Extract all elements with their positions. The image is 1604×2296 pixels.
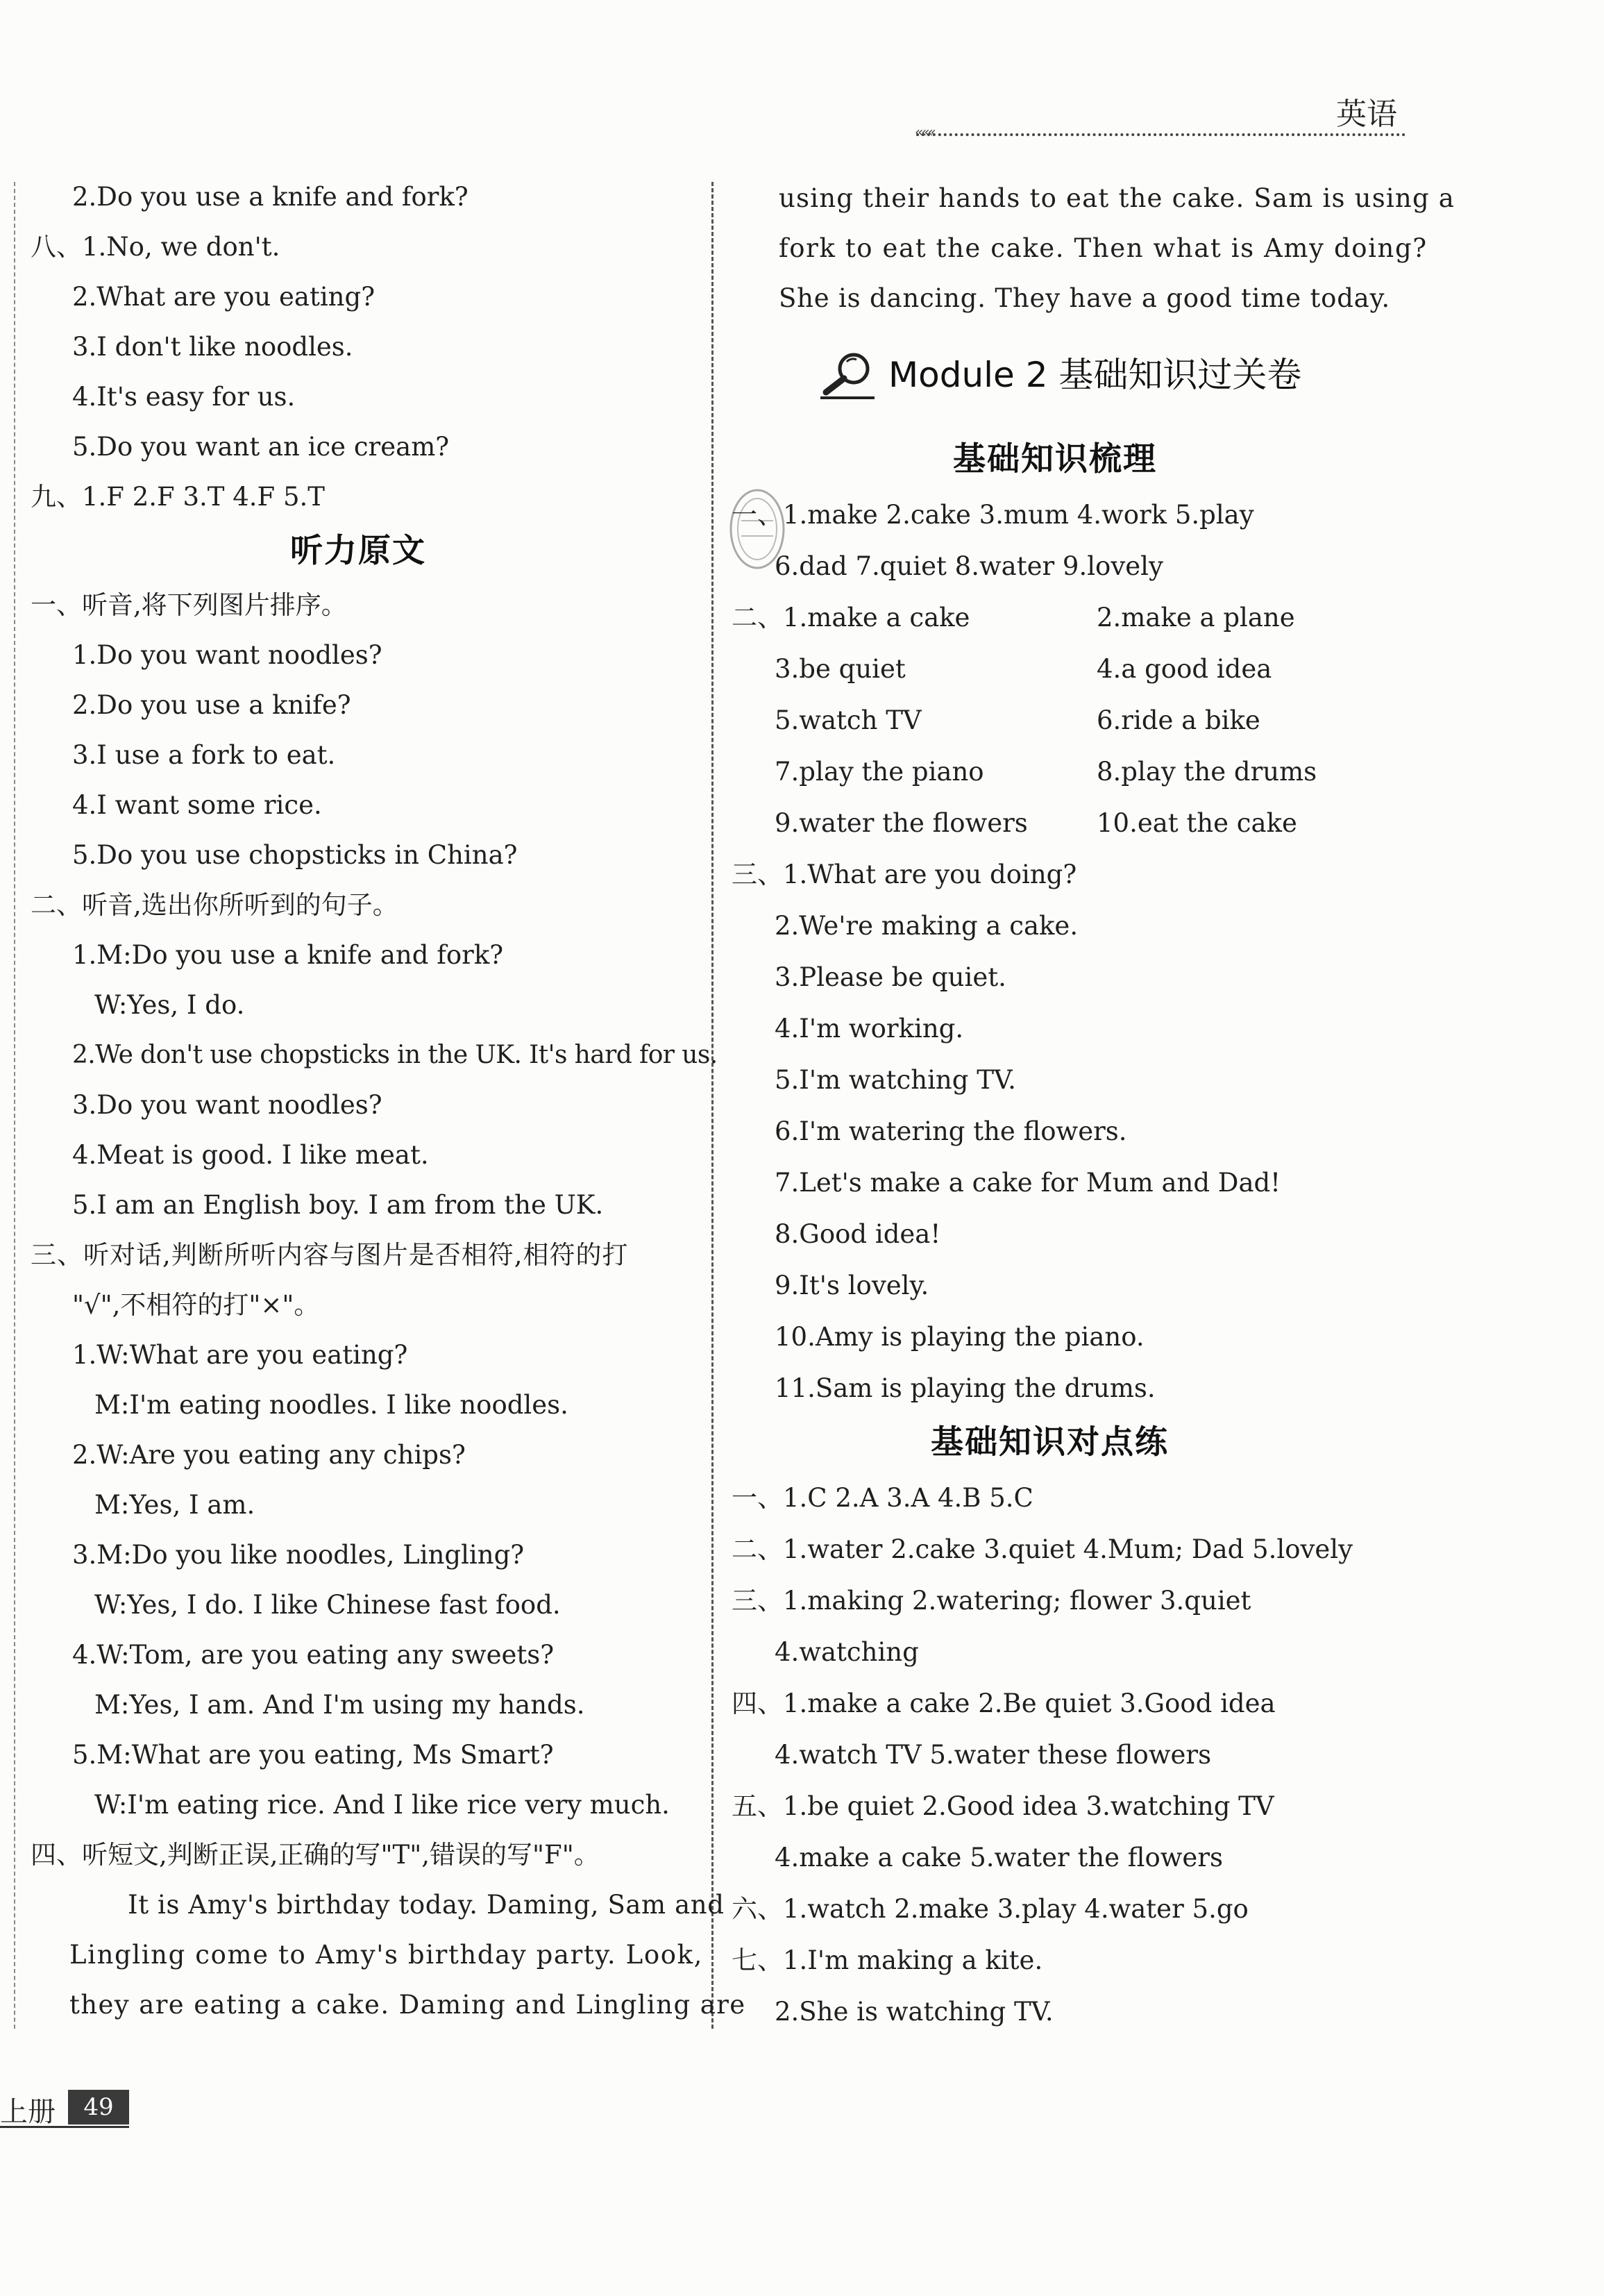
column-divider [711, 182, 714, 2029]
left-margin-rule [14, 182, 15, 2029]
left-line: 二、听音,选出你所听到的句子。 [31, 890, 398, 920]
right-line: 4.watching [775, 1637, 919, 1667]
header-dotted-rule [916, 133, 1405, 136]
left-line: 三、听对话,判断所听内容与图片是否相符,相符的打 [31, 1240, 629, 1270]
volume-label: 上册 [0, 2096, 56, 2128]
left-line: W:Yes, I do. I like Chinese fast food. [94, 1590, 561, 1620]
right-line: using their hands to eat the cake. Sam is using a [779, 183, 1455, 213]
right-line: 5.I'm watching TV. [775, 1065, 1016, 1095]
left-line: Lingling come to Amy's birthday party. Look, [69, 1940, 703, 1970]
left-line: 2.W:Are you eating any chips? [72, 1440, 466, 1470]
left-line: 4.I want some rice. [72, 790, 322, 820]
left-line: "√",不相符的打"×"。 [72, 1290, 320, 1320]
left-line: 一、听音,将下列图片排序。 [31, 590, 347, 620]
right-line: 10.Amy is playing the piano. [775, 1322, 1145, 1352]
right-line: fork to eat the cake. Then what is Amy doing? [779, 233, 1428, 263]
section-heading-review: 基础知识梳理 [953, 440, 1157, 478]
right-line: 6.I'm watering the flowers. [775, 1116, 1127, 1146]
header-arrow-icon: ««« [915, 124, 934, 140]
right-line: 四、1.make a cake 2.Be quiet 3.Good idea [732, 1689, 1276, 1718]
left-line: It is Amy's birthday today. Daming, Sam and [128, 1890, 725, 1920]
left-line: 3.M:Do you like noodles, Lingling? [72, 1540, 525, 1570]
right-line: 4.a good idea [1097, 654, 1272, 684]
left-line: 4.It's easy for us. [72, 382, 296, 412]
left-line: 1.M:Do you use a knife and fork? [72, 940, 504, 970]
right-line: 8.play the drums [1097, 757, 1317, 787]
right-line: 4.watch TV 5.water these flowers [775, 1740, 1212, 1770]
left-line: 5.Do you use chopsticks in China? [72, 840, 518, 870]
footer-rule [0, 2126, 129, 2128]
left-line: 2.Do you use a knife and fork? [72, 182, 468, 212]
right-line: 二、1.make a cake [732, 603, 970, 632]
right-line: 五、1.be quiet 2.Good idea 3.watching TV [732, 1791, 1274, 1821]
right-line: She is dancing. They have a good time today. [779, 283, 1390, 313]
right-line: 2.make a plane [1097, 603, 1295, 632]
left-line: 5.M:What are you eating, Ms Smart? [72, 1740, 554, 1770]
left-line: 1.W:What are you eating? [72, 1340, 408, 1370]
right-line: 2.She is watching TV. [775, 1997, 1054, 2027]
right-line: 三、1.making 2.watering; flower 3.quiet [732, 1586, 1251, 1616]
left-line: 3.Do you want noodles? [72, 1090, 382, 1120]
right-line: 六、1.watch 2.make 3.play 4.water 5.go [732, 1894, 1249, 1924]
left-line: M:I'm eating noodles. I like noodles. [94, 1390, 568, 1420]
magnifier-icon [819, 351, 876, 401]
right-line: 8.Good idea! [775, 1219, 941, 1249]
left-line: 5.I am an English boy. I am from the UK. [72, 1190, 604, 1220]
left-line: 3.I don't like noodles. [72, 332, 353, 362]
right-line: 3.be quiet [775, 654, 906, 684]
right-line: 7.Let's make a cake for Mum and Dad! [775, 1168, 1281, 1198]
left-line: 3.I use a fork to eat. [72, 740, 336, 770]
left-line: 5.Do you want an ice cream? [72, 432, 450, 462]
right-line: 一、1.make 2.cake 3.mum 4.work 5.play [732, 500, 1254, 530]
left-line: 九、1.F 2.F 3.T 4.F 5.T [31, 482, 325, 512]
left-line: 4.W:Tom, are you eating any sweets? [72, 1640, 555, 1670]
left-line: 4.Meat is good. I like meat. [72, 1140, 429, 1170]
right-line: 7.play the piano [775, 757, 984, 787]
right-line: 2.We're making a cake. [775, 911, 1079, 941]
left-line: 1.Do you want noodles? [72, 640, 382, 670]
right-line: 4.I'm working. [775, 1014, 964, 1044]
right-line: 4.make a cake 5.water the flowers [775, 1843, 1224, 1872]
left-line: 2.What are you eating? [72, 282, 375, 312]
module-title: Module 2 基础知识过关卷 [888, 355, 1302, 395]
page-number: 49 [68, 2090, 129, 2125]
section-heading-listening: 听力原文 [290, 532, 426, 570]
left-line: 八、1.No, we don't. [31, 232, 280, 262]
left-line: 2.Do you use a knife? [72, 690, 351, 720]
left-line: W:I'm eating rice. And I like rice very much. [94, 1790, 670, 1820]
section-heading-practice: 基础知识对点练 [931, 1423, 1169, 1461]
left-line: 四、听短文,判断正误,正确的写"T",错误的写"F"。 [31, 1840, 600, 1870]
subject-label: 英语 [1336, 97, 1397, 132]
left-line: W:Yes, I do. [94, 990, 245, 1020]
right-line: 6.dad 7.quiet 8.water 9.lovely [775, 551, 1163, 581]
right-line: 一、1.C 2.A 3.A 4.B 5.C [732, 1483, 1033, 1513]
right-line: 10.eat the cake [1097, 808, 1297, 838]
left-line: they are eating a cake. Daming and Lingling are [69, 1990, 746, 2020]
left-line: 2.We don't use chopsticks in the UK. It's hard for us. [72, 1041, 718, 1069]
left-line: M:Yes, I am. And I'm using my hands. [94, 1690, 585, 1720]
right-line: 5.watch TV [775, 705, 922, 735]
left-line: M:Yes, I am. [94, 1490, 255, 1520]
right-line: 二、1.water 2.cake 3.quiet 4.Mum; Dad 5.lovely [732, 1534, 1353, 1564]
right-line: 9.It's lovely. [775, 1271, 929, 1300]
right-line: 3.Please be quiet. [775, 962, 1006, 992]
right-line: 9.water the flowers [775, 808, 1028, 838]
right-line: 三、1.What are you doing? [732, 860, 1077, 889]
right-line: 11.Sam is playing the drums. [775, 1373, 1156, 1403]
right-line: 6.ride a bike [1097, 705, 1260, 735]
right-line: 七、1.I'm making a kite. [732, 1945, 1043, 1975]
